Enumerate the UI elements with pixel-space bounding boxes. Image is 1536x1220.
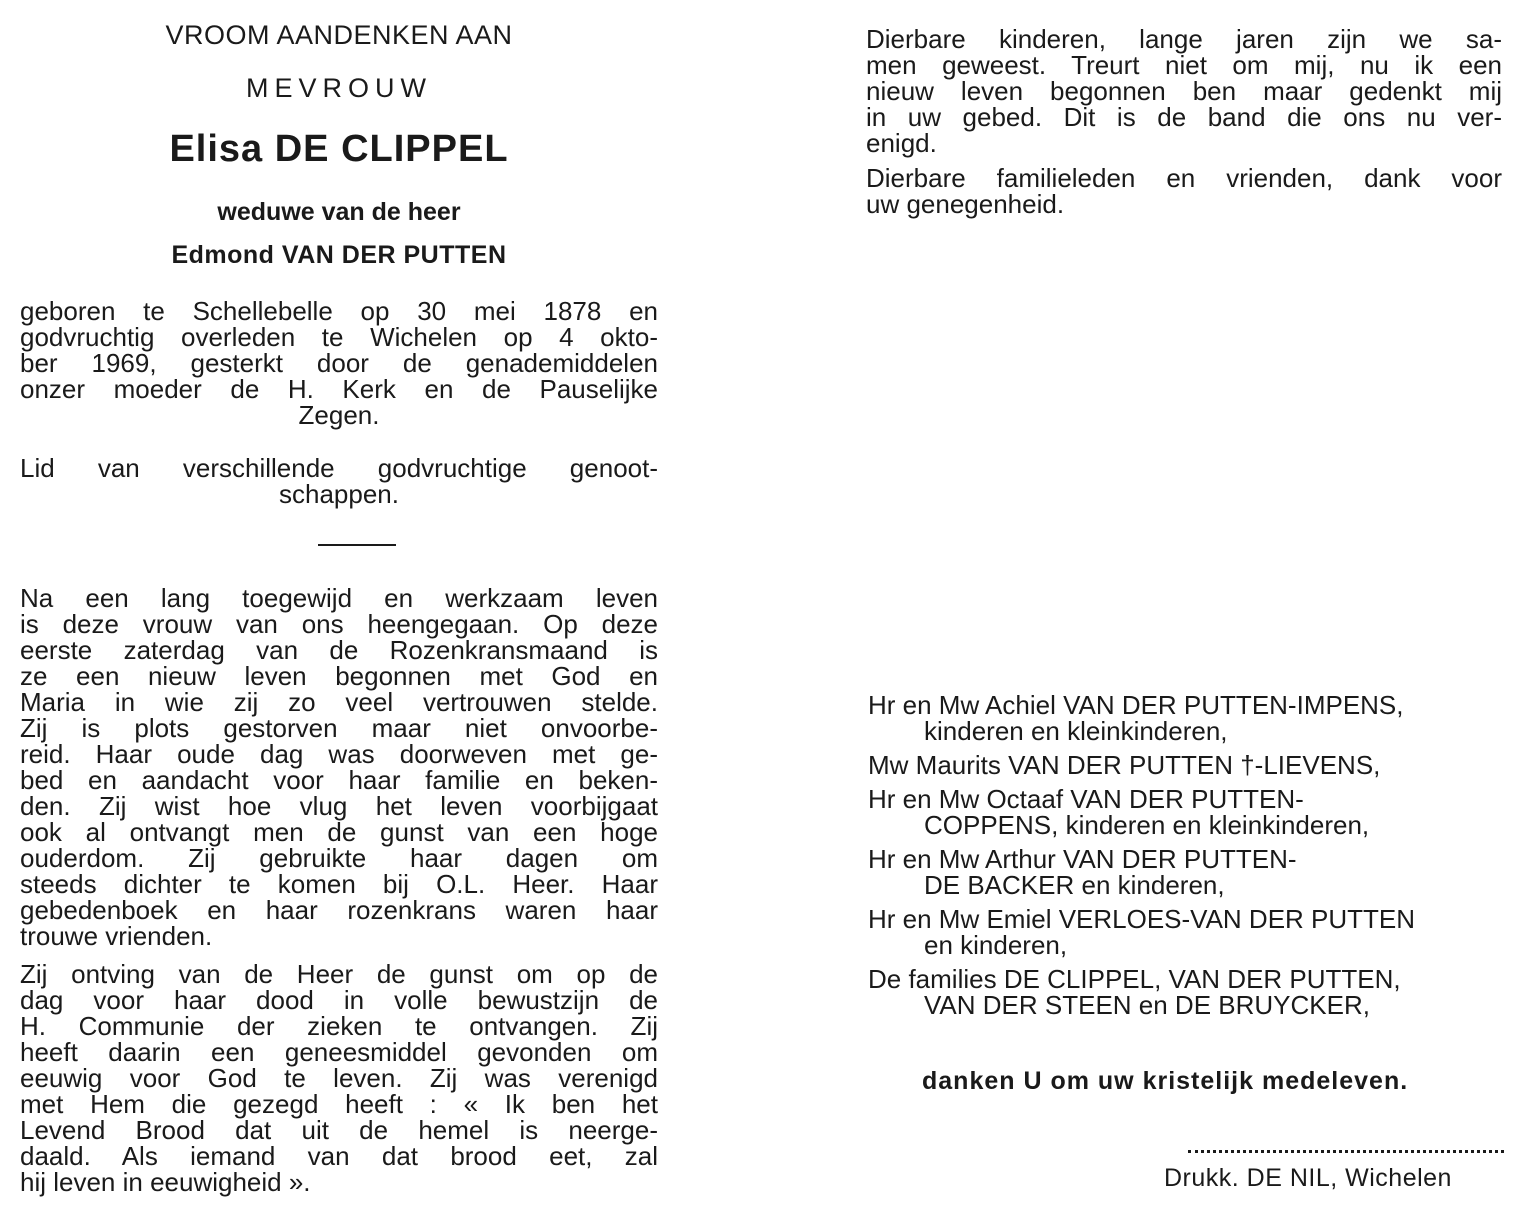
text-line: eeuwig voor God te leven. Zij was verenigd <box>20 1063 658 1093</box>
mourner-entry <box>868 752 1504 778</box>
text-line: Dierbare kinderen, lange jaren zijn we sa- <box>866 24 1502 54</box>
communion-paragraph <box>20 961 658 1195</box>
mourner-entry <box>868 966 1504 1018</box>
mourner-entry <box>868 692 1504 744</box>
mourner-line: COPPENS, kinderen en kleinkinderen, <box>924 810 1370 840</box>
text-line: reid. Haar oude dag was doorweven met ge- <box>20 739 658 769</box>
family-paragraph <box>866 165 1502 217</box>
mourner-line: en kinderen, <box>924 930 1068 960</box>
text-line: hij leven in eeuwigheid ». <box>20 1167 311 1197</box>
birth-death-paragraph <box>20 298 658 428</box>
text-line: schappen. <box>279 479 399 509</box>
text-line: den. Zij wist hoe vlug het leven voorbijgaat <box>20 791 658 821</box>
printer-credit: Drukk. DE NIL, Wichelen <box>1164 1164 1452 1192</box>
text-line: trouwe vrienden. <box>20 921 213 951</box>
text-line: Zij ontving van de Heer de gunst om op de <box>20 959 658 989</box>
mourner-line: VAN DER STEEN en DE BRUYCKER, <box>924 990 1370 1020</box>
text-line: Maria in wie zij zo veel vertrouwen stelde. <box>20 687 658 717</box>
mourner-line: Hr en Mw Octaaf VAN DER PUTTEN- <box>868 784 1304 814</box>
dotted-rule <box>1188 1150 1504 1153</box>
mourner-line: Hr en Mw Achiel VAN DER PUTTEN-IMPENS, <box>868 690 1404 720</box>
text-line: geboren te Schellebelle op 30 mei 1878 en <box>20 296 658 326</box>
separator-rule <box>318 544 396 546</box>
left-panel <box>20 0 658 1220</box>
text-line: steeds dichter te komen bij O.L. Heer. Haar <box>20 869 658 899</box>
text-line: ber 1969, gesterkt door de genademiddelen <box>20 348 658 378</box>
mourner-line: Mw Maurits VAN DER PUTTEN †-LIEVENS, <box>868 750 1381 780</box>
mourner-line: Hr en Mw Arthur VAN DER PUTTEN- <box>868 844 1297 874</box>
mourner-entry <box>868 786 1504 838</box>
membership-paragraph <box>20 455 658 507</box>
text-line: Lid van verschillende godvruchtige genoot- <box>20 453 658 483</box>
text-line: enigd. <box>866 128 937 158</box>
title-heading: MEVROUW <box>246 73 432 103</box>
deceased-name: Elisa DE CLIPPEL <box>169 128 509 170</box>
text-line: dag voor haar dood in volle bewustzijn de <box>20 985 658 1015</box>
mourner-line: De families DE CLIPPEL, VAN DER PUTTEN, <box>868 964 1401 994</box>
right-panel <box>866 0 1506 1220</box>
text-line: gebedenboek en haar rozenkrans waren haar <box>20 895 658 925</box>
thanks-line: danken U om uw kristelijk medeleven. <box>922 1067 1409 1095</box>
mourner-entry <box>868 846 1504 898</box>
text-line: in uw gebed. Dit is de band die ons nu ver- <box>866 102 1502 132</box>
text-line: H. Communie der zieken te ontvangen. Zij <box>20 1011 658 1041</box>
text-line: nieuw leven begonnen ben maar gedenkt mij <box>866 76 1502 106</box>
text-line: godvruchtig overleden te Wichelen op 4 okto- <box>20 322 658 352</box>
mourner-entry <box>868 906 1504 958</box>
text-line: daald. Als iemand van dat brood eet, zal <box>20 1141 658 1171</box>
text-line: ouderdom. Zij gebruikte haar dagen om <box>20 843 658 873</box>
text-line: Zij is plots gestorven maar niet onvoorbe- <box>20 713 658 743</box>
mourner-line: Hr en Mw Emiel VERLOES-VAN DER PUTTEN <box>868 904 1416 934</box>
text-line: heeft daarin een geneesmiddel gevonden om <box>20 1037 658 1067</box>
memorial-heading: VROOM AANDENKEN AAN <box>165 20 513 50</box>
mourners-list <box>868 692 1504 1018</box>
text-line: Zegen. <box>298 400 380 430</box>
text-line: Na een lang toegewijd en werkzaam leven <box>20 583 658 613</box>
text-line: is deze vrouw van ons heengegaan. Op deze <box>20 609 658 639</box>
text-line: men geweest. Treurt niet om mij, nu ik een <box>866 50 1502 80</box>
text-line: onzer moeder de H. Kerk en de Pauselijke <box>20 374 658 404</box>
text-line: Levend Brood dat uit de hemel is neergе- <box>20 1115 658 1145</box>
text-line: eerste zaterdag van de Rozenkransmaand is <box>20 635 658 665</box>
children-paragraph <box>866 26 1502 156</box>
text-line: ze een nieuw leven begonnen met God en <box>20 661 658 691</box>
text-line: met Hem die gezegd heeft : « Ik ben het <box>20 1089 658 1119</box>
tribute-paragraph <box>20 585 658 949</box>
spouse-intro: weduwe van de heer <box>217 198 461 226</box>
text-line: ook al ontvangt men de gunst van een hoge <box>20 817 658 847</box>
text-line: bed en aandacht voor haar familie en beken- <box>20 765 658 795</box>
spouse-name: Edmond VAN DER PUTTEN <box>171 241 507 269</box>
mourner-line: kinderen en kleinkinderen, <box>924 716 1228 746</box>
mourner-line: DE BACKER en kinderen, <box>924 870 1225 900</box>
text-line: uw genegenheid. <box>866 189 1065 219</box>
text-line: Dierbare familieleden en vrienden, dank voor <box>866 163 1502 193</box>
